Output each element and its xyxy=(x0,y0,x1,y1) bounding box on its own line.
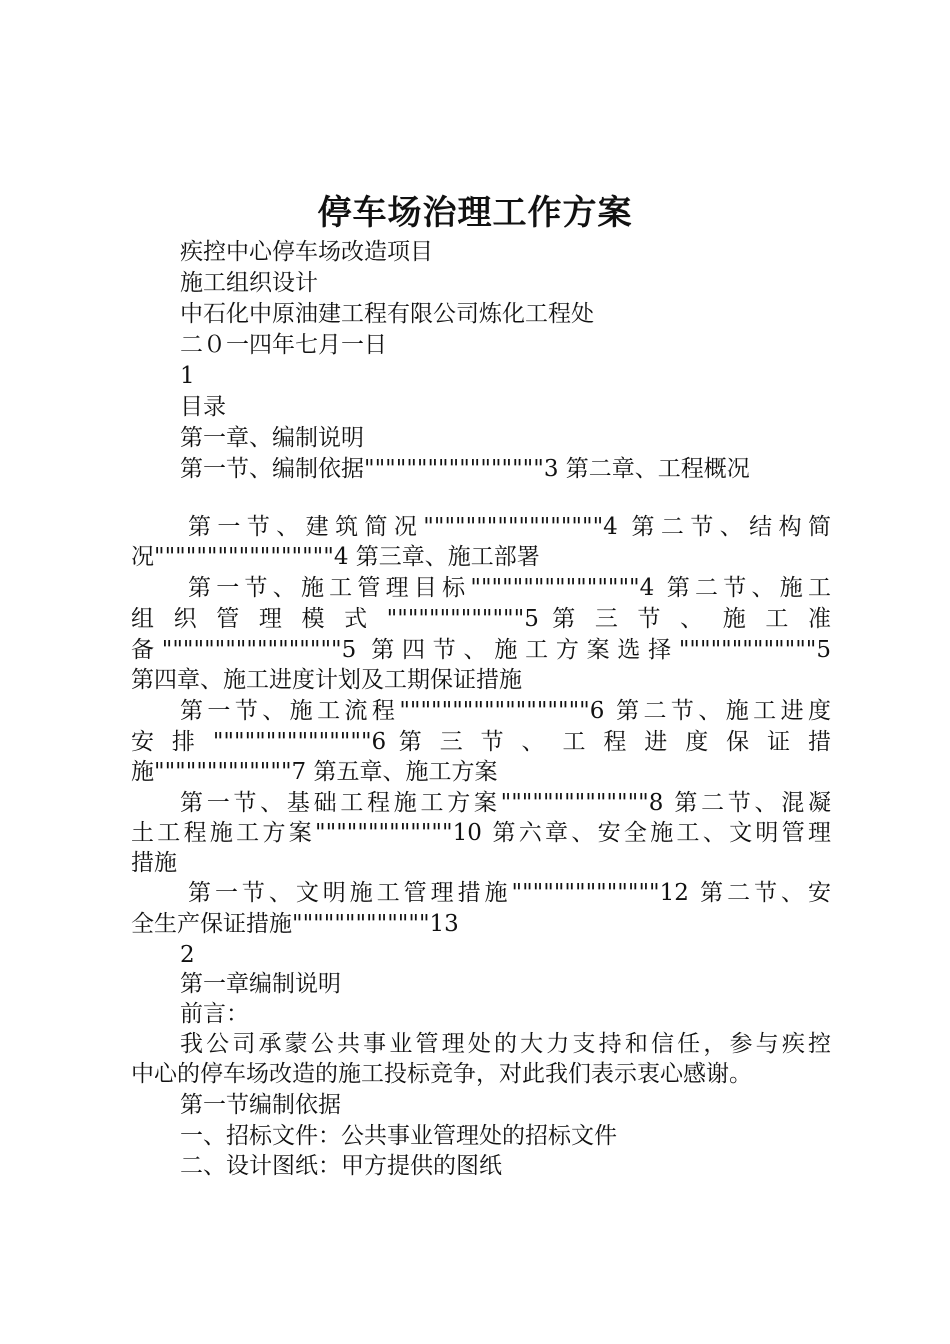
basis-item: 一、招标文件：公共事业管理处的招标文件 xyxy=(180,1123,617,1149)
section-heading: 第一节编制依据 xyxy=(180,1092,341,1118)
preface-text: 我公司承蒙公共事业管理处的大力支持和信任，参与疾控 xyxy=(180,1031,831,1057)
page-number: 2 xyxy=(180,942,195,968)
toc-line: 况"""""""""""""""""4 第三章、施工部署 xyxy=(131,544,540,570)
basis-item: 二、设计图纸：甲方提供的图纸 xyxy=(180,1153,502,1179)
toc-line: 全生产保证措施"""""""""""""13 xyxy=(131,911,459,937)
page-number: 1 xyxy=(180,363,195,389)
toc-line: 土工程施工方案"""""""""""""10 第六章、安全施工、文明管理 xyxy=(131,820,831,846)
toc-line: 组 织 管 理 模 式 """""""""""""5 第 三 节 、 施 工 准 xyxy=(131,606,831,632)
document-title: 停车场治理工作方案 xyxy=(317,193,633,233)
cover-company: 中石化中原油建工程有限公司炼化工程处 xyxy=(180,301,594,327)
toc-line: 措施 xyxy=(131,850,177,876)
preface-label: 前言： xyxy=(180,1001,249,1027)
toc-line: 第一节、编制依据"""""""""""""""""3 第二章、工程概况 xyxy=(180,456,750,482)
toc-line: 第四章、施工进度计划及工期保证措施 xyxy=(131,667,522,693)
cover-project: 疾控中心停车场改造项目 xyxy=(180,239,433,265)
chapter-heading: 第一章编制说明 xyxy=(180,971,341,997)
cover-date: 二０一四年七月一日 xyxy=(180,332,387,358)
toc-line: 施"""""""""""""7 第五章、施工方案 xyxy=(131,759,498,785)
toc-line: 安 排 """""""""""""""6 第 三 节 、 工 程 进 度 保 证 措 xyxy=(131,729,831,755)
cover-doc-type: 施工组织设计 xyxy=(180,270,318,296)
preface-text: 中心的停车场改造的施工投标竞争，对此我们表示衷心感谢。 xyxy=(131,1061,752,1087)
toc-line: 第一节、文明施工管理措施""""""""""""""12 第二节、安 xyxy=(188,880,831,906)
toc-heading: 目录 xyxy=(180,394,226,420)
toc-line: 第一节、建筑简况"""""""""""""""""4 第二节、结构简 xyxy=(188,514,831,540)
toc-line: 第一章、编制说明 xyxy=(180,425,364,451)
toc-line: 备"""""""""""""""""5 第四节、施工方案选择"""""""""""""5 xyxy=(131,637,831,663)
toc-line: 第一节、施工流程""""""""""""""""""6 第二节、施工进度 xyxy=(180,698,831,724)
toc-line: 第一节、基础工程施工方案""""""""""""""8 第二节、混凝 xyxy=(180,790,831,816)
toc-line: 第一节、施工管理目标""""""""""""""""4 第二节、施工 xyxy=(188,575,831,601)
